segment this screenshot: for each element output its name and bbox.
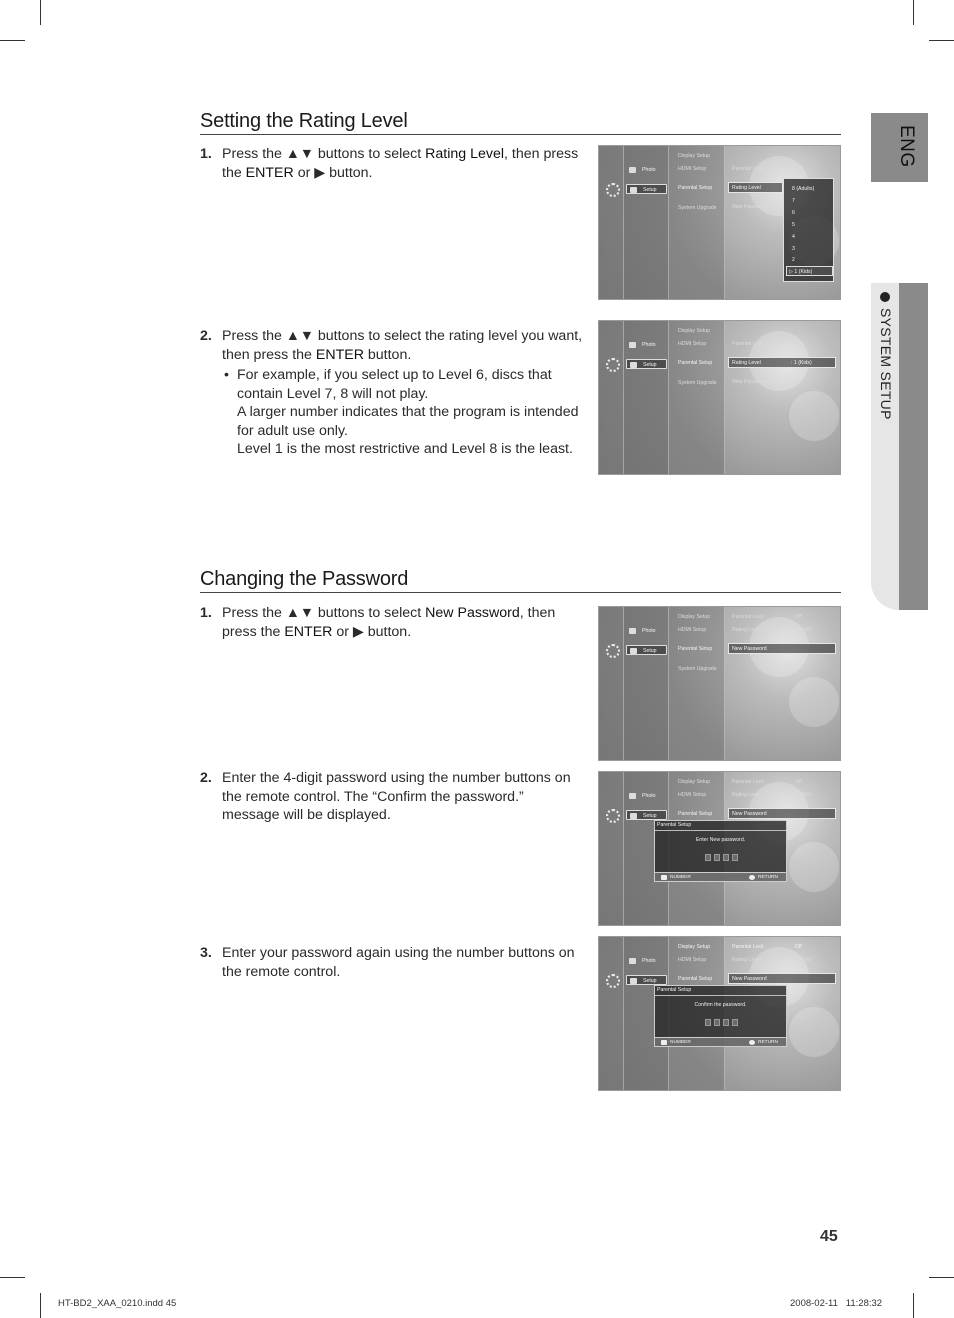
osd-label: HDMI Setup (678, 792, 707, 798)
osd-label: Parental Lock (732, 341, 764, 347)
osd-label: Parental Lock (732, 779, 764, 785)
osd-label: HDMI Setup (678, 627, 707, 633)
osd-popup-message: Confirm the password. (694, 1002, 747, 1008)
osd-label: Setup (643, 362, 657, 368)
crop-mark (913, 1293, 914, 1318)
osd-screenshot-rating-dropdown (598, 145, 841, 300)
password-digit-box (705, 1019, 711, 1026)
crop-mark (40, 0, 41, 25)
osd-menu-photo (626, 956, 667, 966)
osd-popup-title: Parental Setup (657, 987, 692, 993)
osd-label: Parental Setup (678, 811, 713, 817)
osd-label: Parental Setup (678, 360, 713, 366)
section-tab-label-group (876, 292, 896, 452)
osd-label: : 1 (Kids) (791, 957, 812, 963)
setup-icon (630, 648, 637, 654)
osd-popup-message: Enter New password. (695, 837, 746, 843)
rating-step-1 (200, 145, 585, 182)
osd-label: Rating Level (732, 360, 761, 366)
osd-screenshot-confirm-password (598, 936, 841, 1091)
osd-menu-setup (626, 975, 667, 985)
osd-label: Display Setup (678, 779, 711, 785)
osd-label: Parental Lock (732, 166, 764, 172)
osd-icon-column (599, 937, 623, 1090)
step-number: 2. (200, 328, 212, 344)
osd-label: System Upgrade (678, 666, 717, 672)
setup-icon (630, 187, 637, 193)
osd-label: Setup (643, 813, 657, 819)
osd-label: Display Setup (678, 944, 711, 950)
osd-label: Off (795, 614, 802, 620)
osd-menu-setup (626, 359, 667, 369)
password-digit-box (705, 854, 711, 861)
gear-icon (606, 974, 620, 988)
osd-label: Off (795, 944, 802, 950)
osd-label: Rating Level (732, 627, 761, 633)
osd-password-popup (654, 985, 787, 1047)
password-step-3 (200, 944, 585, 981)
osd-label: Rating Level (732, 792, 761, 798)
osd-label: Parental Setup (678, 646, 713, 652)
bullet-glyph: • (224, 367, 229, 383)
osd-label: Setup (643, 187, 657, 193)
osd-dropdown-option: 7 (792, 198, 795, 204)
osd-screenshot-new-password (598, 606, 841, 761)
photo-icon (629, 793, 636, 799)
osd-dropdown-option: 8 (Adults) (792, 186, 815, 192)
osd-label: Off (795, 166, 802, 172)
rating-step-2 (200, 327, 585, 459)
osd-label: System Upgrade (678, 380, 717, 386)
osd-label: Rating Level (732, 185, 761, 191)
step-keyword: ENTER (245, 164, 294, 181)
osd-footer-label: RETURN (758, 874, 778, 880)
osd-label: Setup (643, 648, 657, 654)
gear-icon (606, 644, 620, 658)
number-key-icon (661, 1040, 667, 1045)
osd-label: Setup (643, 978, 657, 984)
return-key-icon (749, 875, 755, 880)
osd-label: Display Setup (678, 328, 711, 334)
osd-label: Photo (642, 793, 656, 799)
step-bullet (222, 366, 585, 459)
step-number: 1. (200, 605, 212, 621)
osd-label: : 1 (Kids) (791, 792, 812, 798)
password-digit-box (714, 854, 720, 861)
osd-label: New Password (732, 379, 767, 385)
section-title-rating: Setting the Rating Level (200, 110, 408, 132)
step-keyword: Rating Level (425, 146, 505, 162)
step-text: button. (363, 346, 412, 363)
step-keyword: New Password (425, 605, 520, 621)
setup-icon (630, 978, 637, 984)
osd-label: Parental Setup (678, 185, 713, 191)
osd-password-popup (654, 820, 787, 882)
osd-label: Photo (642, 958, 656, 964)
osd-dropdown-option: 4 (792, 234, 795, 240)
step-text: Enter the 4-digit password using the number buttons on the remote control. The “Confirm the password.” message will be displayed. (222, 770, 571, 823)
osd-label: : 1 (Kids) (791, 627, 812, 633)
password-step-2 (200, 769, 585, 825)
osd-dropdown-option: 6 (792, 210, 795, 216)
osd-popup-footer (655, 872, 786, 881)
osd-screenshot-enter-password (598, 771, 841, 926)
step-number: 1. (200, 146, 212, 162)
return-key-icon (749, 1040, 755, 1045)
step-text: or ▶ button. (332, 623, 412, 640)
osd-popup-divider (655, 995, 786, 996)
osd-footer-label: NUMBER (670, 1039, 691, 1045)
osd-label: Parental Lock (732, 614, 764, 620)
language-tab (871, 113, 928, 182)
osd-dropdown-selected (786, 266, 833, 276)
osd-label: Off (795, 779, 802, 785)
osd-dropdown-option: 2 (792, 257, 795, 263)
osd-menu-photo (626, 791, 667, 801)
osd-label: Photo (642, 628, 656, 634)
password-digit-box (732, 854, 738, 861)
section-rule (200, 592, 841, 593)
osd-label: HDMI Setup (678, 341, 707, 347)
osd-dropdown-selected-label: ▷ 1 (Kids) (789, 269, 813, 275)
step-keyword: ENTER (284, 623, 333, 640)
osd-menu-photo (626, 165, 667, 175)
osd-icon-column (599, 146, 623, 299)
crop-mark (0, 1277, 25, 1278)
bullet-text: A larger number indicates that the program is intended for adult use only. (237, 404, 579, 439)
section-tab-strip (899, 283, 928, 610)
setup-icon (630, 813, 637, 819)
photo-icon (629, 167, 636, 173)
osd-dropdown-option: 3 (792, 246, 795, 252)
crop-mark (913, 0, 914, 25)
gear-icon (606, 183, 620, 197)
osd-label: New Password (732, 646, 767, 652)
gear-icon (606, 358, 620, 372)
osd-dropdown-option: 5 (792, 222, 795, 228)
step-text: Enter your password again using the number buttons on the remote control. (222, 945, 575, 980)
osd-popup-divider (655, 830, 786, 831)
crop-mark (929, 1277, 954, 1278)
crop-mark (929, 40, 954, 41)
osd-label: : 1 (Kids) (791, 360, 812, 366)
password-digit-box (723, 1019, 729, 1026)
osd-icon-column (599, 607, 623, 760)
language-tab-label: ENG (896, 125, 917, 168)
osd-menu-setup (626, 810, 667, 820)
osd-label: Photo (642, 167, 656, 173)
osd-menu-setup (626, 184, 667, 194)
osd-label: Parental Setup (678, 976, 713, 982)
section-rule (200, 134, 841, 135)
osd-label: Display Setup (678, 614, 711, 620)
crop-mark (40, 1293, 41, 1318)
osd-footer-label: RETURN (758, 1039, 778, 1045)
bullet-text: For example, if you select up to Level 6, discs that contain Level 7, 8 will not play. (237, 367, 552, 402)
setup-icon (630, 362, 637, 368)
osd-label: New Password (732, 976, 767, 982)
section-title-password: Changing the Password (200, 568, 409, 590)
password-step-1 (200, 604, 585, 641)
step-text: , then press the (222, 605, 556, 640)
step-text: or ▶ button. (293, 164, 373, 181)
step-text: Press the ▲▼ buttons to select the rating level you want, then press the (222, 328, 583, 363)
bullet-dot-icon (880, 292, 890, 302)
password-digit-box (732, 1019, 738, 1026)
osd-label: HDMI Setup (678, 957, 707, 963)
footer-timestamp: 2008-02-11 11:28:32 (790, 1298, 883, 1309)
osd-label: HDMI Setup (678, 166, 707, 172)
osd-label: New Password (732, 811, 767, 817)
osd-label: New Password (732, 204, 767, 210)
osd-menu-setup (626, 645, 667, 655)
page-number: 45 (820, 1228, 838, 1245)
osd-menu-photo (626, 340, 667, 350)
step-number: 3. (200, 945, 212, 961)
step-text: , then press the (222, 146, 579, 181)
osd-label: Off (795, 341, 802, 347)
osd-screenshot-rating-set (598, 320, 841, 475)
photo-icon (629, 628, 636, 634)
osd-popup-title: Parental Setup (657, 822, 692, 828)
step-keyword: ENTER (315, 346, 364, 363)
footer-file: HT-BD2_XAA_0210.indd 45 (58, 1298, 177, 1309)
step-text: Press the ▲▼ buttons to select (222, 146, 426, 162)
osd-label: Display Setup (678, 153, 711, 159)
osd-label: Photo (642, 342, 656, 348)
osd-footer-label: NUMBER (670, 874, 691, 880)
bullet-text: Level 1 is the most restrictive and Level 8 is the least. (237, 441, 573, 457)
crop-mark (0, 40, 25, 41)
step-text: Press the ▲▼ buttons to select (222, 605, 426, 621)
osd-rating-dropdown (783, 178, 834, 282)
step-number: 2. (200, 770, 212, 786)
gear-icon (606, 809, 620, 823)
section-tab-label: SYSTEM SETUP (878, 308, 894, 420)
osd-label: Rating Level (732, 957, 761, 963)
photo-icon (629, 958, 636, 964)
osd-menu-photo (626, 626, 667, 636)
number-key-icon (661, 875, 667, 880)
osd-label: Parental Lock (732, 944, 764, 950)
password-digit-box (723, 854, 729, 861)
osd-icon-column (599, 321, 623, 474)
osd-icon-column (599, 772, 623, 925)
osd-popup-footer (655, 1037, 786, 1046)
photo-icon (629, 342, 636, 348)
osd-label: System Upgrade (678, 205, 717, 211)
password-digit-box (714, 1019, 720, 1026)
